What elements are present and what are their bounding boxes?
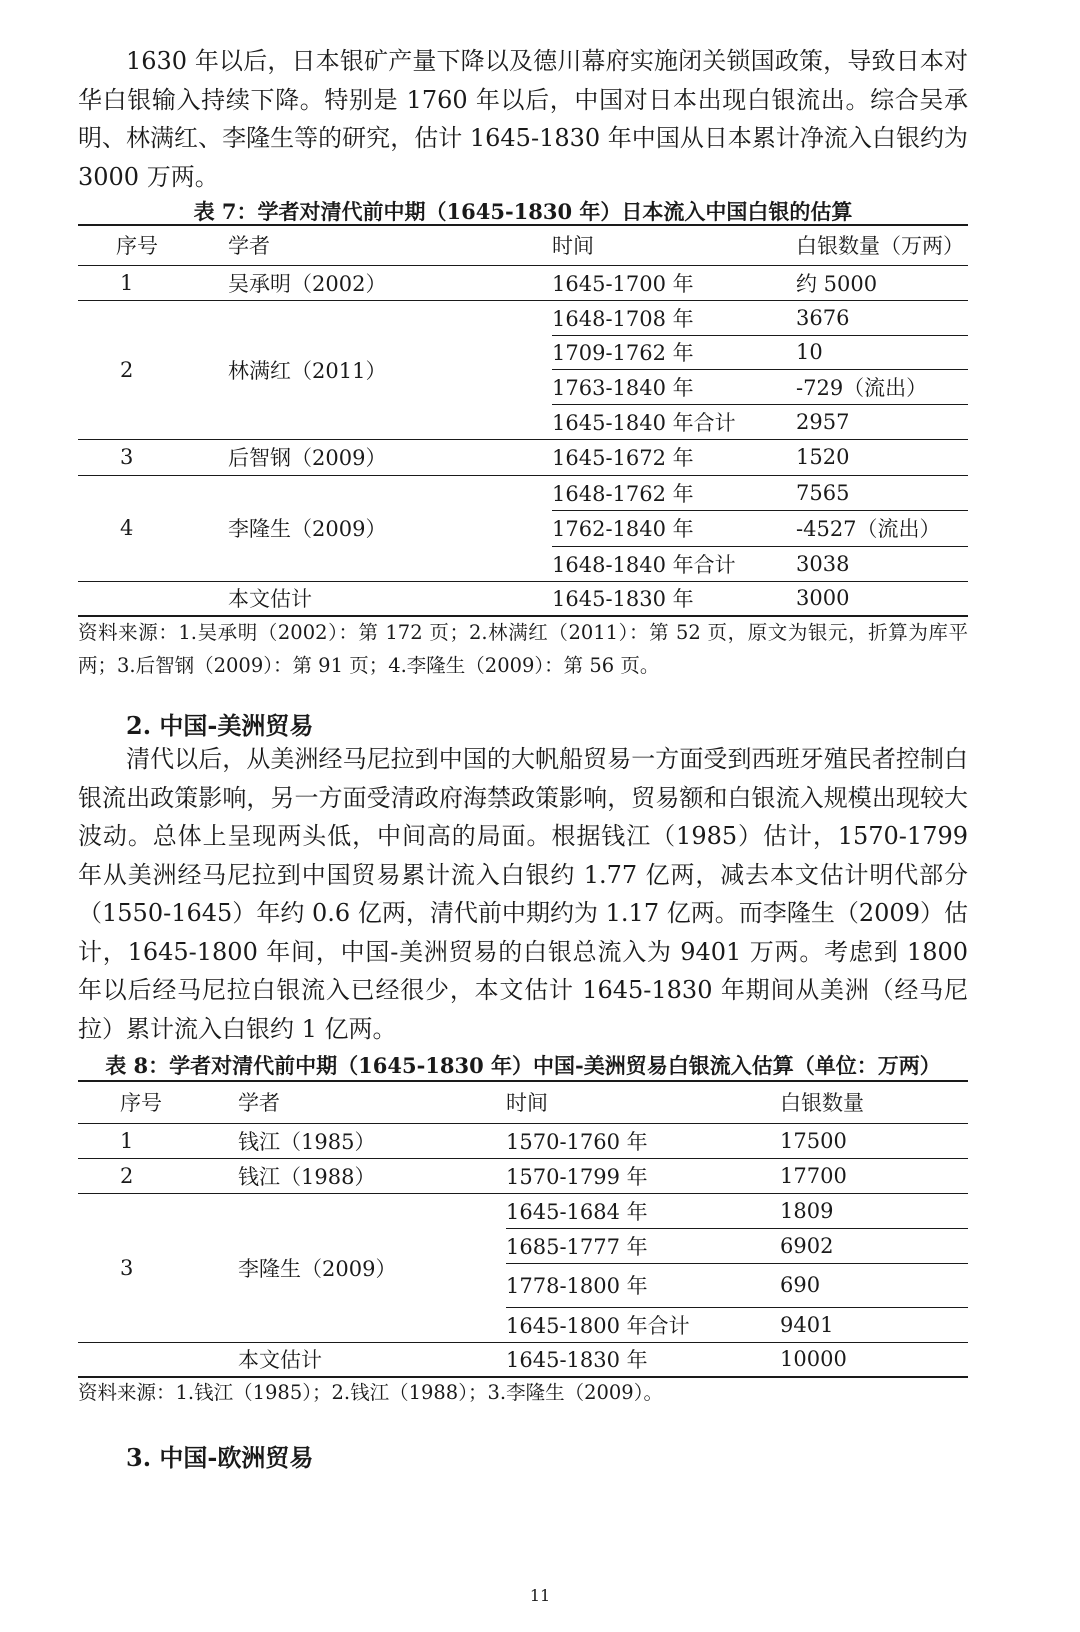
row-amount: 1520 — [796, 445, 850, 469]
row-no: 3 — [78, 1193, 238, 1342]
table-row — [78, 1193, 968, 1228]
page-number: 11 — [529, 1586, 551, 1605]
row-amount: 17700 — [780, 1163, 847, 1188]
row-amount: 17500 — [780, 1128, 847, 1153]
row-period: 1648-1840 年合计 — [552, 546, 796, 581]
row-amount: 9401 — [780, 1307, 968, 1342]
row-no — [78, 1342, 238, 1377]
row-period: 1778-1800 年 — [506, 1263, 780, 1307]
table-row — [78, 439, 968, 475]
row-period: 1709-1762 年 — [552, 335, 796, 369]
table7-header-row — [78, 225, 968, 265]
row-amount: -4527（流出） — [796, 510, 968, 546]
row-scholar: 李隆生（2009） — [238, 1193, 506, 1342]
table7-header-period: 时间 — [552, 234, 594, 259]
row-amount: 约 5000 — [796, 271, 878, 296]
row-period: 1645-1700 年 — [552, 271, 694, 296]
table7-source: 资料来源：1.吴承明（2002）：第 172 页；2.林满红（2011）：第 52 页，原文为银元，折算为库平两；3.后智钢（2009）：第 91 页；4.李隆生（2009）：第 56 页。 — [78, 621, 968, 677]
row-period: 1645-1830 年 — [552, 587, 694, 612]
row-amount: 3000 — [796, 586, 850, 611]
row-period: 1645-1672 年 — [552, 446, 694, 470]
table8-source: 资料来源：1.钱江（1985）；2.钱江（1988）；3.李隆生（2009）。 — [78, 1381, 663, 1404]
row-period: 1685-1777 年 — [506, 1228, 780, 1263]
row-no: 4 — [78, 475, 228, 581]
row-amount: 2957 — [796, 404, 968, 439]
row-period: 1648-1708 年 — [552, 300, 796, 335]
row-period: 1645-1840 年合计 — [552, 404, 796, 439]
row-period: 1570-1799 年 — [506, 1164, 648, 1189]
table-row — [78, 475, 968, 510]
row-amount: 3676 — [796, 300, 968, 335]
row-no: 3 — [120, 445, 134, 469]
row-amount: 6902 — [780, 1228, 968, 1263]
row-period: 1570-1760 年 — [506, 1129, 648, 1154]
table8 — [78, 1080, 968, 1378]
table8-header-amount: 白银数量 — [780, 1091, 864, 1116]
table7-caption: 表 7：学者对清代前中期（1645-1830 年）日本流入中国白银的估算 — [193, 199, 853, 224]
row-amount: 10000 — [780, 1347, 847, 1372]
row-period: 1648-1762 年 — [552, 475, 796, 510]
table-row — [78, 1342, 968, 1377]
section3-heading: 3. 中国-欧洲贸易 — [126, 1443, 314, 1472]
row-amount: 690 — [780, 1263, 968, 1307]
table7-header-amount: 白银数量（万两） — [796, 234, 964, 259]
table8-caption: 表 8：学者对清代前中期（1645-1830 年）中国-美洲贸易白银流入估算（单位：万两） — [105, 1053, 941, 1078]
row-amount: 10 — [796, 335, 968, 369]
row-scholar: 钱江（1988） — [238, 1164, 376, 1189]
row-no — [78, 581, 228, 616]
row-no: 1 — [120, 1128, 134, 1153]
row-period: 1762-1840 年 — [552, 510, 796, 546]
table8-header-row — [78, 1081, 968, 1123]
row-scholar: 后智钢（2009） — [228, 446, 387, 470]
section2-heading: 2. 中国-美洲贸易 — [126, 711, 314, 740]
row-amount: -729（流出） — [796, 369, 968, 404]
table-row — [78, 1123, 968, 1158]
table-row — [78, 300, 968, 335]
table7-header-scholar: 学者 — [228, 234, 270, 259]
row-no: 1 — [120, 270, 134, 295]
row-scholar: 本文估计 — [228, 587, 312, 612]
table7 — [78, 224, 968, 617]
row-scholar: 林满红（2011） — [228, 300, 552, 439]
row-scholar: 李隆生（2009） — [228, 475, 552, 581]
section2-block — [78, 740, 968, 1048]
row-amount: 7565 — [796, 475, 968, 510]
row-period: 1645-1800 年合计 — [506, 1307, 780, 1342]
row-no: 2 — [78, 300, 228, 439]
intro-block — [78, 42, 968, 196]
table8-header-no: 序号 — [120, 1091, 162, 1116]
table-row — [78, 265, 968, 300]
table-row — [78, 1158, 968, 1193]
section2-paragraph: 清代以后，从美洲经马尼拉到中国的大帆船贸易一方面受到西班牙殖民者控制白银流出政策影响，另一方面受清政府海禁政策影响，贸易额和白银流入规模出现较大波动。总体上呈现两头低，中间高的局面。根据钱江（1985）估计，1570-1799 年从美洲经马尼拉到中国贸易累计流入白银约 1.77 亿两，减去本文估计明代部分（1550-1645）年约 0.6 亿两，清代前中期约为 1.17 亿两。而李隆生（2009）估计，1645-1800 年间，中国-美洲贸易的白银总流入为 9401 万两。考虑到 1800 年以后经马尼拉白银流入已经很少，本文估计 1645-1830 年期间从美洲（经马尼拉）累计流入白银约 1 亿两。 — [78, 745, 968, 1043]
row-scholar: 钱江（1985） — [238, 1129, 376, 1154]
row-period: 1645-1684 年 — [506, 1193, 780, 1228]
row-no: 2 — [120, 1163, 134, 1188]
row-amount: 3038 — [796, 546, 968, 581]
row-amount: 1809 — [780, 1193, 968, 1228]
table7-header-no: 序号 — [116, 234, 158, 259]
row-scholar: 吴承明（2002） — [228, 271, 387, 296]
row-scholar: 本文估计 — [238, 1348, 322, 1373]
intro-paragraph: 1630 年以后，日本银矿产量下降以及德川幕府实施闭关锁国政策，导致日本对华白银输入持续下降。特别是 1760 年以后，中国对日本出现白银流出。综合吴承明、林满红、李隆生等的研究，估计 1645-1830 年中国从日本累计净流入白银约为 3000 万两。 — [78, 47, 968, 191]
row-period: 1645-1830 年 — [506, 1348, 648, 1373]
table-row — [78, 581, 968, 616]
table8-header-scholar: 学者 — [238, 1091, 280, 1116]
table8-header-period: 时间 — [506, 1091, 548, 1116]
row-period: 1763-1840 年 — [552, 369, 796, 404]
